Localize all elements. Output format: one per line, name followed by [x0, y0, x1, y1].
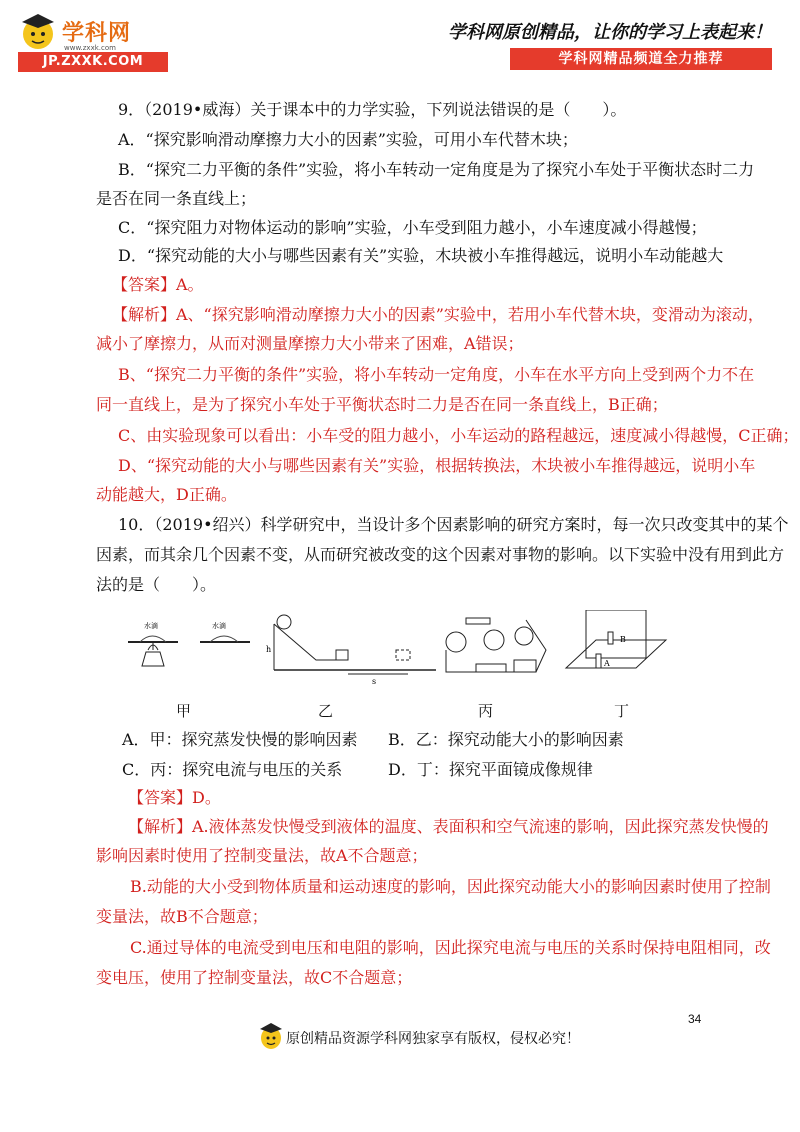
figure-ding: [566, 610, 666, 668]
q9-explanation-3: B、“探究二力平衡的条件”实验，将小车转动一定角度，小车在水平方向上受到两个力不在: [118, 365, 755, 384]
header-slogan: 学科网原创精品，让你的学习上表起来！: [448, 22, 772, 43]
distance-label: s: [372, 677, 377, 686]
q10-explanation-1: 【解析】A.液体蒸发快慢受到液体的温度、表面积和空气流速的影响，因此探究蒸发快慢的: [128, 817, 769, 836]
q9-option-b-line1: B．“探究二力平衡的条件”实验，将小车转动一定角度是为了探究小车处于平衡状态时二力: [118, 160, 755, 179]
figure-label-yi: 乙: [318, 702, 334, 720]
logo-url: www.zxxk.com: [64, 44, 116, 52]
figure-jia: [128, 621, 250, 666]
q9-option-b-line2: 是否在同一条直线上；: [96, 189, 257, 208]
q9-option-a: A．“探究影响滑动摩擦力大小的因素”实验，可用小车代替木块；: [118, 130, 578, 149]
q9-stem: 9．（2019•威海）关于课本中的力学实验，下列说法错误的是（ ）。: [118, 100, 627, 119]
q10-answer: 【答案】D。: [128, 788, 221, 807]
mascot-icon: [14, 12, 62, 52]
zxxk-logo[interactable]: [12, 12, 172, 74]
q10-option-a: A．甲：探究蒸发快慢的影响因素: [122, 730, 358, 749]
q9-explanation-7: 动能越大，D正确。: [96, 485, 237, 504]
water-label-1: 水滴: [144, 622, 158, 630]
q10-option-d: D．丁：探究平面镜成像规律: [388, 760, 593, 779]
q9-option-d: D．“探究动能的大小与哪些因素有关”实验，木块被小车推得越远，说明小车动能越大: [118, 246, 724, 265]
q10-stem-1: 10．（2019•绍兴）科学研究中，当设计多个因素影响的研究方案时，每一次只改变其中的某个: [118, 515, 789, 534]
q10-explanation-4: 变量法，故B不合题意；: [96, 907, 268, 926]
q9-explanation-1: 【解析】A、“探究影响滑动摩擦力大小的因素”实验中，若用小车代替木块，变滑动为滚动，: [112, 305, 764, 324]
q9-option-c: C．“探究阻力对物体运动的影响”实验，小车受到阻力越小，小车速度减小得越慢；: [118, 218, 707, 237]
figure-label-ding: 丁: [614, 702, 630, 720]
header-channel-banner: 学科网精品频道全力推荐: [510, 48, 772, 70]
q10-stem-3: 法的是（ ）。: [96, 575, 217, 594]
object-a-label: A: [604, 659, 610, 668]
logo-text: 学科网: [62, 21, 132, 46]
q10-explanation-6: 变电压，使用了控制变量法，故C不合题意；: [96, 968, 413, 987]
q9-explanation-2: 减小了摩擦力，从而对测量摩擦力大小带来了困难，A错误；: [96, 334, 524, 353]
page-header: [0, 0, 800, 80]
mascot-icon: [258, 1020, 284, 1054]
q10-explanation-5: C.通过导体的电流受到电压和电阻的影响，因此探究电流与电压的关系时保持电阻相同，改: [130, 938, 771, 957]
figure-bing: [446, 618, 546, 672]
q9-explanation-6: D、“探究动能的大小与哪些因素有关”实验，根据转换法，木块被小车推得越远，说明小车: [118, 456, 756, 475]
q10-stem-2: 因素，而其余几个因素不变，从而研究被改变的这个因素对事物的影响。以下实验中没有用到此方: [96, 545, 785, 564]
water-label-2: 水滴: [212, 622, 226, 630]
q10-explanation-2: 影响因素时使用了控制变量法，故A不合题意；: [96, 846, 428, 865]
page-number: 34: [688, 1012, 702, 1026]
q10-explanation-3: B.动能的大小受到物体质量和运动速度的影响，因此探究动能大小的影响因素时使用了控制: [130, 877, 771, 896]
q10-option-b: B．乙：探究动能大小的影响因素: [388, 730, 624, 749]
q10-figures: [126, 610, 686, 690]
q10-option-c: C．丙：探究电流与电压的关系: [122, 760, 343, 779]
copyright-notice: 原创精品资源学科网独家享有版权，侵权必究！: [286, 1031, 580, 1047]
page-footer: [258, 1018, 618, 1058]
logo-banner: JP.ZXXK.COM: [18, 52, 168, 72]
figure-label-jia: 甲: [176, 702, 192, 720]
image-b-label: B: [620, 635, 626, 644]
height-label: h: [266, 645, 272, 654]
figure-yi: [266, 615, 436, 686]
q9-explanation-5: C、由实验现象可以看出：小车受的阻力越小，小车运动的路程越远，速度减小得越慢，C正确；: [118, 426, 799, 445]
q9-answer: 【答案】A。: [112, 275, 204, 294]
figure-label-bing: 丙: [478, 702, 494, 720]
q9-explanation-4: 同一直线上，是为了探究小车处于平衡状态时二力是否在同一条直线上，B正确；: [96, 395, 668, 414]
